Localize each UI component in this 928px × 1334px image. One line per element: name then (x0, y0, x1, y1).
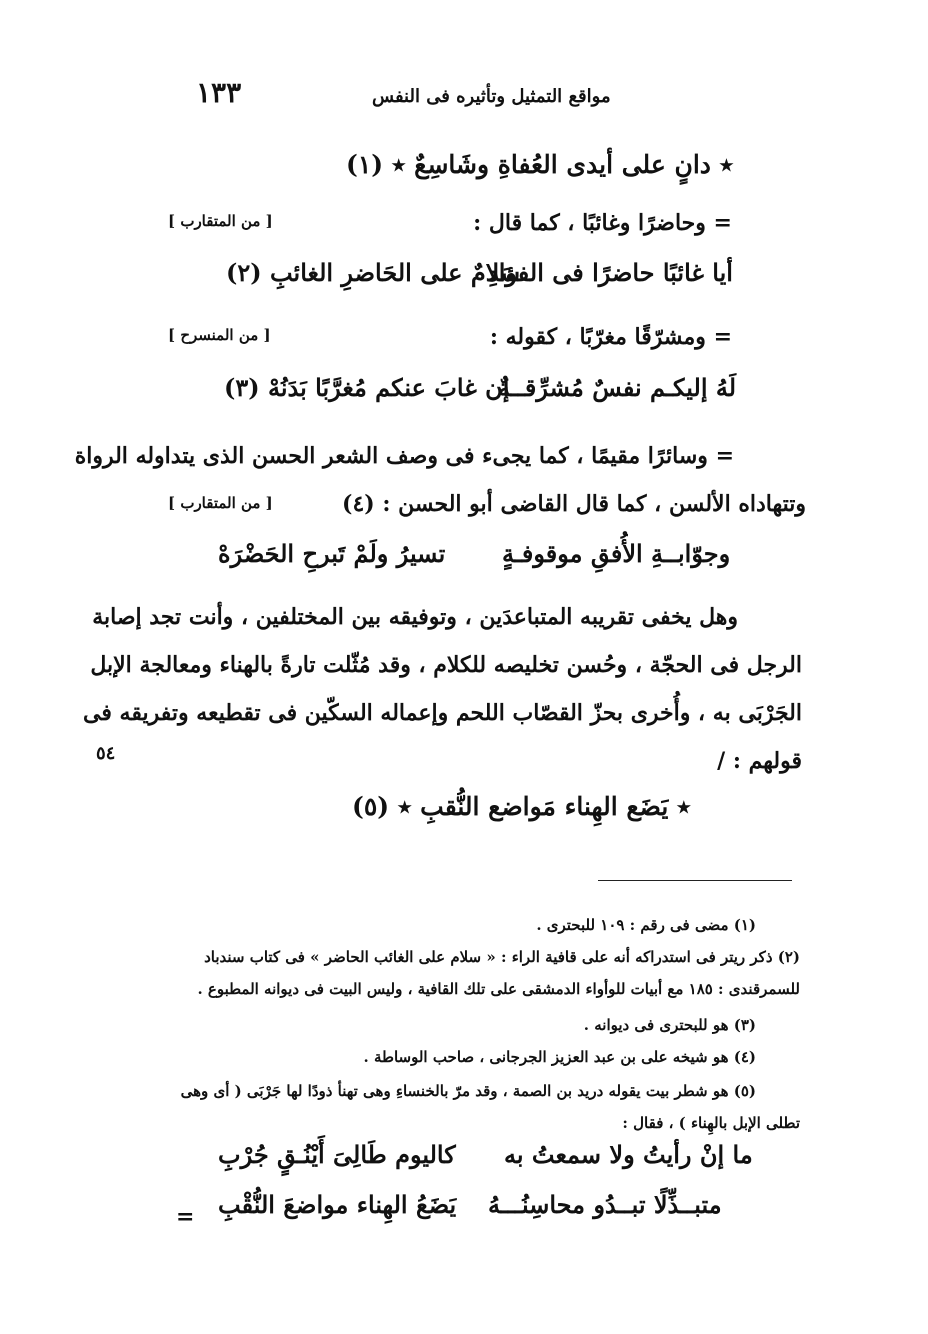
meter-label-1: [ من المتقارب ] (168, 212, 273, 230)
end-mark: = (176, 1204, 195, 1230)
paragraph-line-4: قولهم : / (717, 748, 802, 774)
verse-5: ٭ يَضَع الهِناء مَواضع النُّقبِ ٭ (٥) (352, 792, 691, 821)
paragraph-line-1: وهل يخفى تقريبه المتباعدَين ، وتوفيقه بين المختلفين ، وأنت تجد إصابة (92, 604, 738, 630)
verse-4-hemistich-2: تسيرُ ولَمْ تَبرحِ الحَضْرَهْ (218, 539, 446, 568)
verse-2-hemistich-1: أيا غائبًا حاضرًا فى الفؤادِ (488, 258, 733, 287)
verse-4-hemistich-1: وجوّابــةِ الأُفقِ موقوفـةٍ (502, 539, 731, 568)
paragraph-line-3: الجَرْبَى به ، وأُخرى بحزّ القصّاب اللحم وإعماله السكّين فى تقطيعه وتفريقه فى (83, 700, 802, 726)
body-line-4: وتتهاداه الألسن ، كما قال القاضى أبو الحسن : (٤) (342, 491, 806, 517)
body-line-3: = وسائرًا مقيمًا ، كما يجىء فى وصف الشعر الحسن الذى يتداوله الرواة (74, 443, 734, 469)
verse-3-hemistich-1: لَهُ إليكـم نفسٌ مُشرِّقــةٌ (498, 373, 737, 402)
paragraph-line-2: الرجل فى الحجّة ، وحُسن تخليصه للكلام ، وقد مُثّلت تارةً بالهناء ومعالجة الإبل (90, 652, 802, 678)
footnote-verse-1-hemistich-2: كاليوم طَالِىَ أَيْنُـقٍ جُرْبِ (218, 1140, 456, 1169)
meter-label-2: [ من المنسرح ] (168, 326, 271, 344)
footnote-3: (٣) هو للبحترى فى ديوانه . (583, 1016, 756, 1034)
body-line-1: = وحاضرًا وغائبًا ، كما قال : (473, 210, 732, 236)
footnote-5-cont: تطلى الإبل بالهِناء ) ، فقال : (622, 1114, 800, 1132)
footnote-verse-2-hemistich-1: متبــذِّلًا تبــدُو محاسِنُـــهُ (488, 1190, 722, 1219)
verse-3-hemistich-2: إن غابَ عنكم مُغرَّبًا بَدَنُهْ (٣) (224, 373, 510, 402)
verse-1: ٭ دانٍ على أيدى العُفاةِ وشَاسِعٌ ٭ (١) (346, 150, 734, 179)
footnote-verse-2-hemistich-2: يَضَعُ الهِناء مواضعَ النُّقْبِ (218, 1190, 457, 1219)
page-number: ١٣٣ (196, 76, 242, 109)
margin-page-number: ٥٤ (96, 743, 116, 764)
footnote-divider (598, 880, 792, 881)
footnote-verse-1-hemistich-1: ما إنْ رأيتُ ولا سمعتُ به (504, 1140, 753, 1169)
footnote-2: (٢) ذكر ريتر فى استدراكه أنه على قافية الراء : « سلام على الغائب الحاضر » فى كتاب سندباد (204, 948, 800, 966)
footnote-5: (٥) هو شطر بيت يقوله دريد بن الصمة ، وقد مرّ بالخنساءِ وهى تهنأ ذودًا لها جَرْبَى ( أى وهى (180, 1082, 756, 1100)
running-title: مواقع التمثيل وتأثيره فى النفس (372, 86, 611, 107)
meter-label-3: [ من المتقارب ] (168, 494, 273, 512)
footnote-2-cont: للسمرقندى : ١٨٥ مع أبيات للوأواء الدمشقى على تلك القافية ، وليس البيت فى ديوانه المطبوع . (197, 980, 800, 998)
verse-2-hemistich-2: سَلامٌ على الحَاضرِ الغائبِ (٢) (226, 258, 521, 287)
footnote-4: (٤) هو شيخه على بن عبد العزيز الجرجانى ، صاحب الوساطة . (363, 1048, 756, 1066)
body-line-2: = ومشرّقًا مغرّبًا ، كقوله : (489, 324, 732, 350)
footnote-1: (١) مضى فى رقم : ١٠٩ للبحترى . (536, 916, 756, 934)
